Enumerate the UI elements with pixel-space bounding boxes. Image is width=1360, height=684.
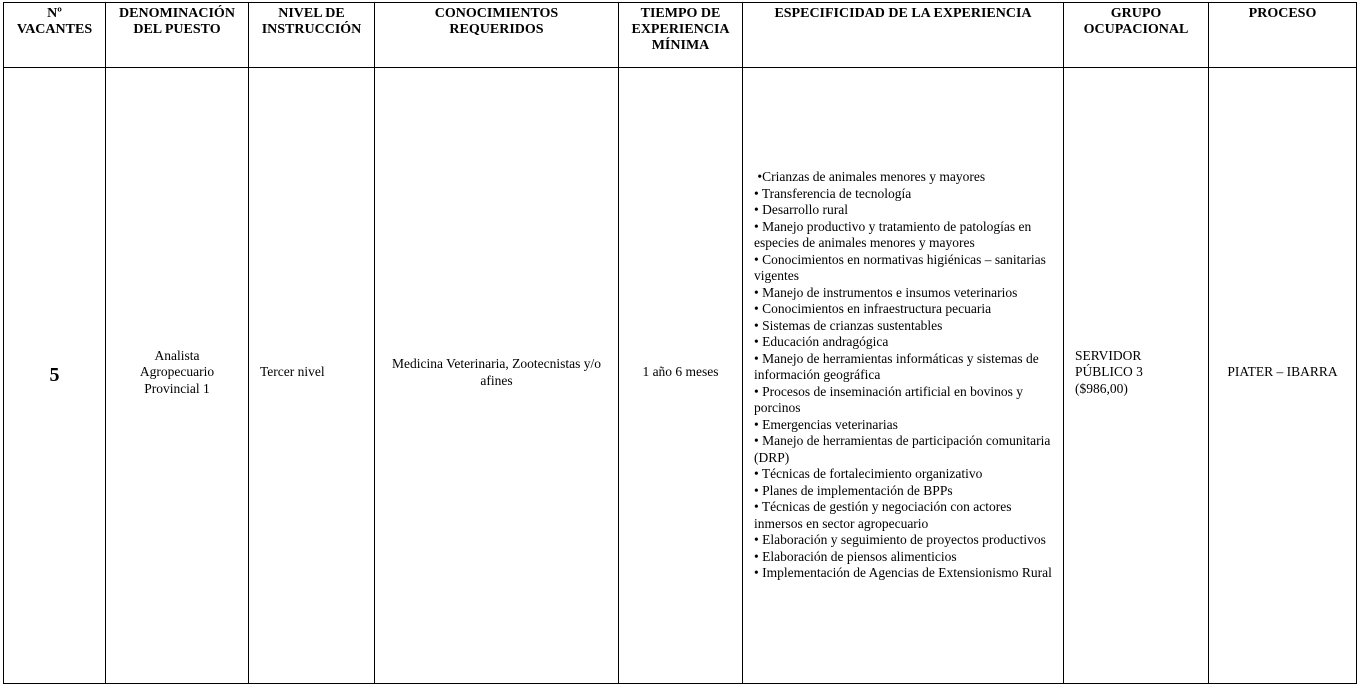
header-grupo: GRUPO OCUPACIONAL [1064, 3, 1209, 68]
list-item: • Manejo de instrumentos e insumos veterinarios [754, 284, 1018, 300]
header-denominacion: DENOMINACIÓN DEL PUESTO [106, 3, 249, 68]
list-item: • Educación andragógica [754, 334, 889, 350]
list-item: • Manejo de herramientas informáticas y sistemas de información geográfica [754, 350, 1039, 383]
header-tiempo: TIEMPO DE EXPERIENCIA MÍNIMA [619, 3, 743, 68]
header-row [4, 3, 1357, 68]
cell-grupo: SERVIDOR PÚBLICO 3 ($986,00) [1064, 68, 1209, 684]
cell-proceso: PIATER – IBARRA [1209, 68, 1357, 684]
list-item: • Elaboración de piensos alimenticios [754, 548, 957, 564]
header-proceso: PROCESO [1209, 3, 1357, 68]
cell-tiempo: 1 año 6 meses [619, 68, 743, 684]
header-especificidad: ESPECIFICIDAD DE LA EXPERIENCIA [743, 3, 1064, 68]
list-item: • Técnicas de gestión y negociación con actores inmersos en sector agropecuario [754, 499, 1012, 531]
cell-denominacion: Analista Agropecuario Provincial 1 [106, 68, 249, 684]
list-item: •Crianzas de animales menores y mayores [754, 169, 986, 185]
header-vacantes: Nº VACANTES [4, 3, 106, 68]
list-item: • Conocimientos en infraestructura pecuaria [754, 301, 992, 317]
list-item: • Manejo de herramientas de participación comunitaria (DRP) [754, 433, 1051, 465]
table-row [4, 68, 1357, 684]
list-item: • Implementación de Agencias de Extensionismo Rural [754, 565, 1052, 581]
list-item: • Emergencias veterinarias [754, 416, 898, 432]
list-item: • Manejo productivo y tratamiento de patologías en especies de animales menores y mayores [754, 218, 1032, 251]
cell-especificidad [743, 68, 1064, 684]
list-item: • Desarrollo rural [754, 202, 848, 218]
cell-vacantes: 5 [4, 68, 106, 684]
list-item: • Técnicas de fortalecimiento organizativo [754, 466, 983, 482]
experience-list [754, 169, 1053, 582]
vacancies-table [3, 2, 1357, 684]
list-item: • Transferencia de tecnología [754, 185, 912, 201]
header-nivel: NIVEL DE INSTRUCCIÓN [249, 3, 375, 68]
header-conocimientos: CONOCIMIENTOS REQUERIDOS [375, 3, 619, 68]
cell-conocimientos: Medicina Veterinaria, Zootecnistas y/o afines [375, 68, 619, 684]
list-item: • Sistemas de crianzas sustentables [754, 317, 943, 333]
cell-nivel: Tercer nivel [249, 68, 375, 684]
list-item: • Elaboración y seguimiento de proyectos productivos [754, 532, 1046, 548]
list-item: • Procesos de inseminación artificial en bovinos y porcinos [754, 383, 1024, 416]
list-item: • Conocimientos en normativas higiénicas – sanitarias vigentes [754, 251, 1046, 284]
list-item: • Planes de implementación de BPPs [754, 482, 953, 498]
